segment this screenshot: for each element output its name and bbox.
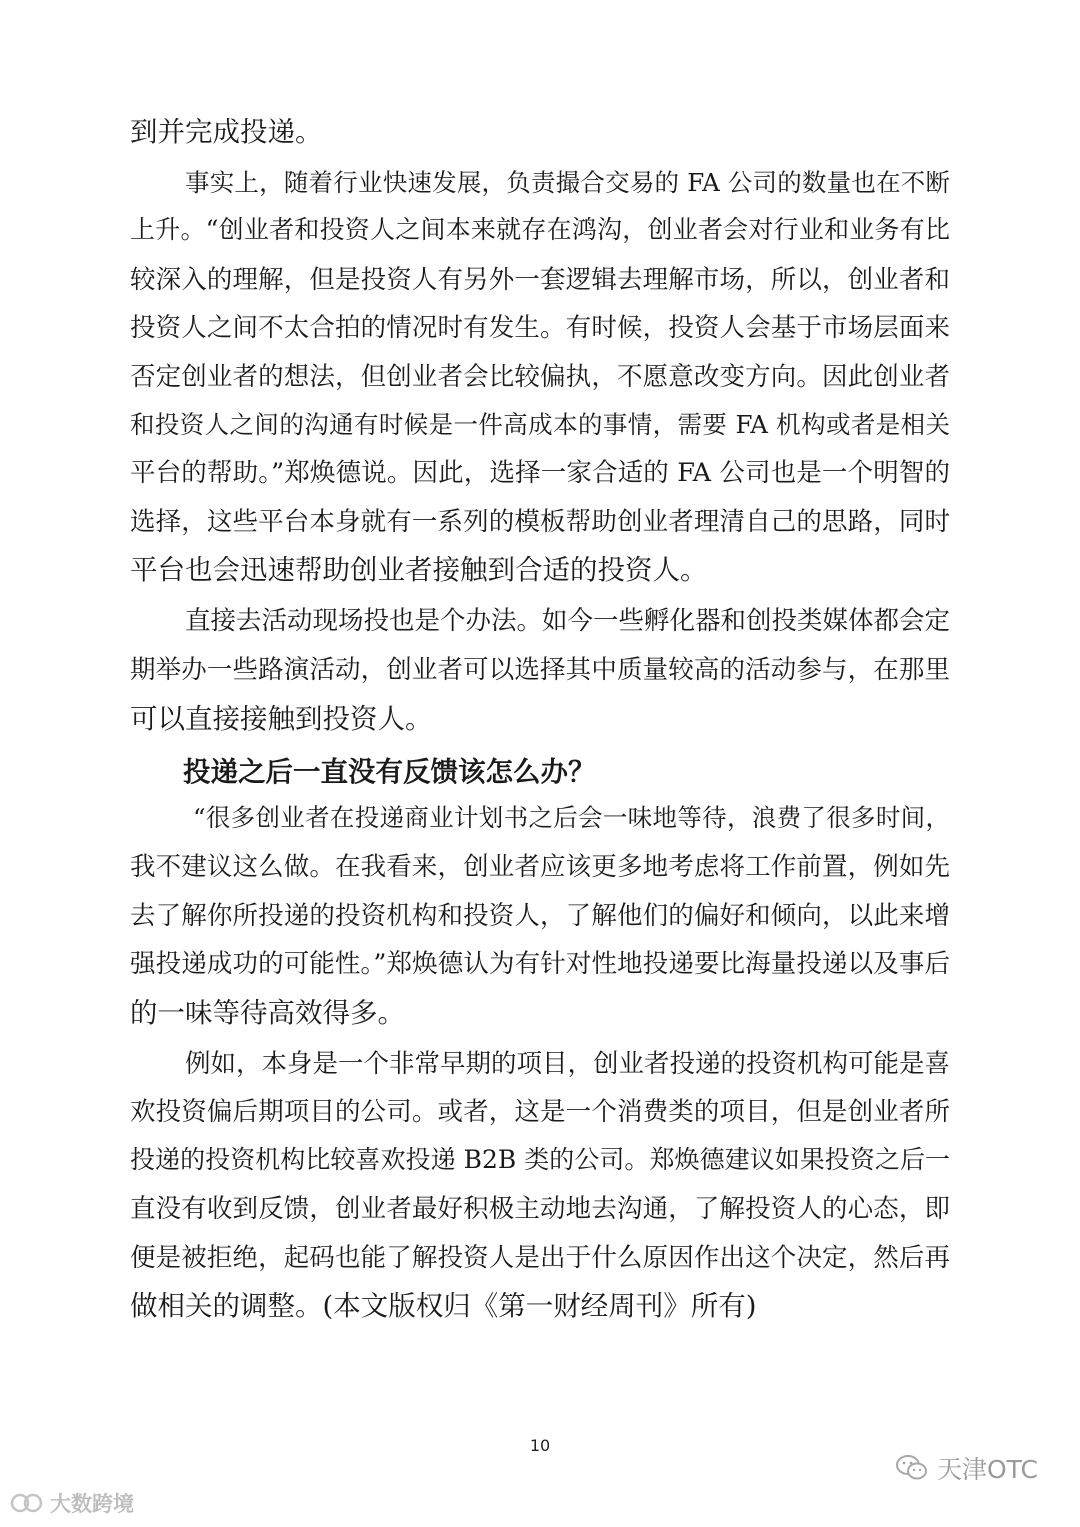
text-line: 到并完成投递。 [130, 116, 323, 148]
watermark-tianjin-otc [895, 1450, 1038, 1486]
watermark-right-text: 天津OTC [937, 1455, 1038, 1484]
text-line: 上升。“创业者和投资人之间本来就存在鸿沟，创业者会对行业和业务有比 [130, 215, 950, 244]
text-line: 便是被拒绝，起码也能了解投资人是出于什么原因作出这个决定，然后再 [130, 1243, 950, 1273]
text-line: 的一味等待高效得多。 [130, 997, 405, 1029]
section-heading: 投递之后一直没有反馈该怎么办？ [183, 756, 596, 788]
text-line: 和投资人之间的沟通有时候是一件高成本的事情，需要 FA 机构或者是相关 [130, 410, 950, 439]
text-line: 平台的帮助。”郑焕德说。因此，选择一家合适的 FA 公司也是一个明智的 [130, 458, 950, 488]
text-line: 例如，本身是一个非常早期的项目，创业者投递的投资机构可能是喜 [185, 1049, 951, 1079]
text-line: 强投递成功的可能性。”郑焕德认为有针对性地投递要比海量投递以及事后 [130, 949, 950, 979]
watermark-left-text: 大数跨境 [50, 1492, 134, 1516]
logo-icon [10, 1490, 44, 1516]
text-line: 否定创业者的想法，但创业者会比较偏执，不愿意改变方向。因此创业者 [130, 362, 950, 392]
page-number: 10 [529, 1436, 551, 1455]
wechat-icon [895, 1453, 929, 1483]
text-line: 直没有收到反馈，创业者最好积极主动地去沟通，了解投资人的心态，即 [130, 1194, 950, 1224]
text-line: 做相关的调整。(本文版权归《第一财经周刊》所有) [130, 1290, 757, 1322]
text-line: 我不建议这么做。在我看来，创业者应该更多地考虑将工作前置，例如先 [130, 852, 950, 882]
text-line: 期举办一些路演活动，创业者可以选择其中质量较高的活动参与，在那里 [130, 655, 950, 685]
text-line: 投递的投资机构比较喜欢投递 B2B 类的公司。郑焕德建议如果投资之后一 [130, 1145, 950, 1174]
text-line: 直接去活动现场投也是个办法。如今一些孵化器和创投类媒体都会定 [185, 606, 951, 636]
text-line: 选择，这些平台本身就有一系列的模板帮助创业者理清自己的思路，同时 [130, 507, 950, 537]
text-line: 欢投资偏后期项目的公司。或者，这是一个消费类的项目，但是创业者所 [130, 1097, 950, 1127]
watermark-dashu-kuajing [10, 1488, 134, 1518]
text-line: 较深入的理解，但是投资人有另外一套逻辑去理解市场，所以，创业者和 [130, 265, 950, 295]
text-line: 去了解你所投递的投资机构和投资人，了解他们的偏好和倾向，以此来增 [130, 901, 950, 931]
text-line: 平台也会迅速帮助创业者接触到合适的投资人。 [130, 554, 708, 586]
text-line: 事实上，随着行业快速发展，负责撮合交易的 FA 公司的数量也在不断 [185, 168, 950, 197]
text-line: “很多创业者在投递商业计划书之后会一味地等待，浪费了很多时间， [193, 803, 950, 832]
text-line: 投资人之间不太合拍的情况时有发生。有时候，投资人会基于市场层面来 [130, 313, 950, 343]
text-line: 可以直接接触到投资人。 [130, 703, 433, 735]
